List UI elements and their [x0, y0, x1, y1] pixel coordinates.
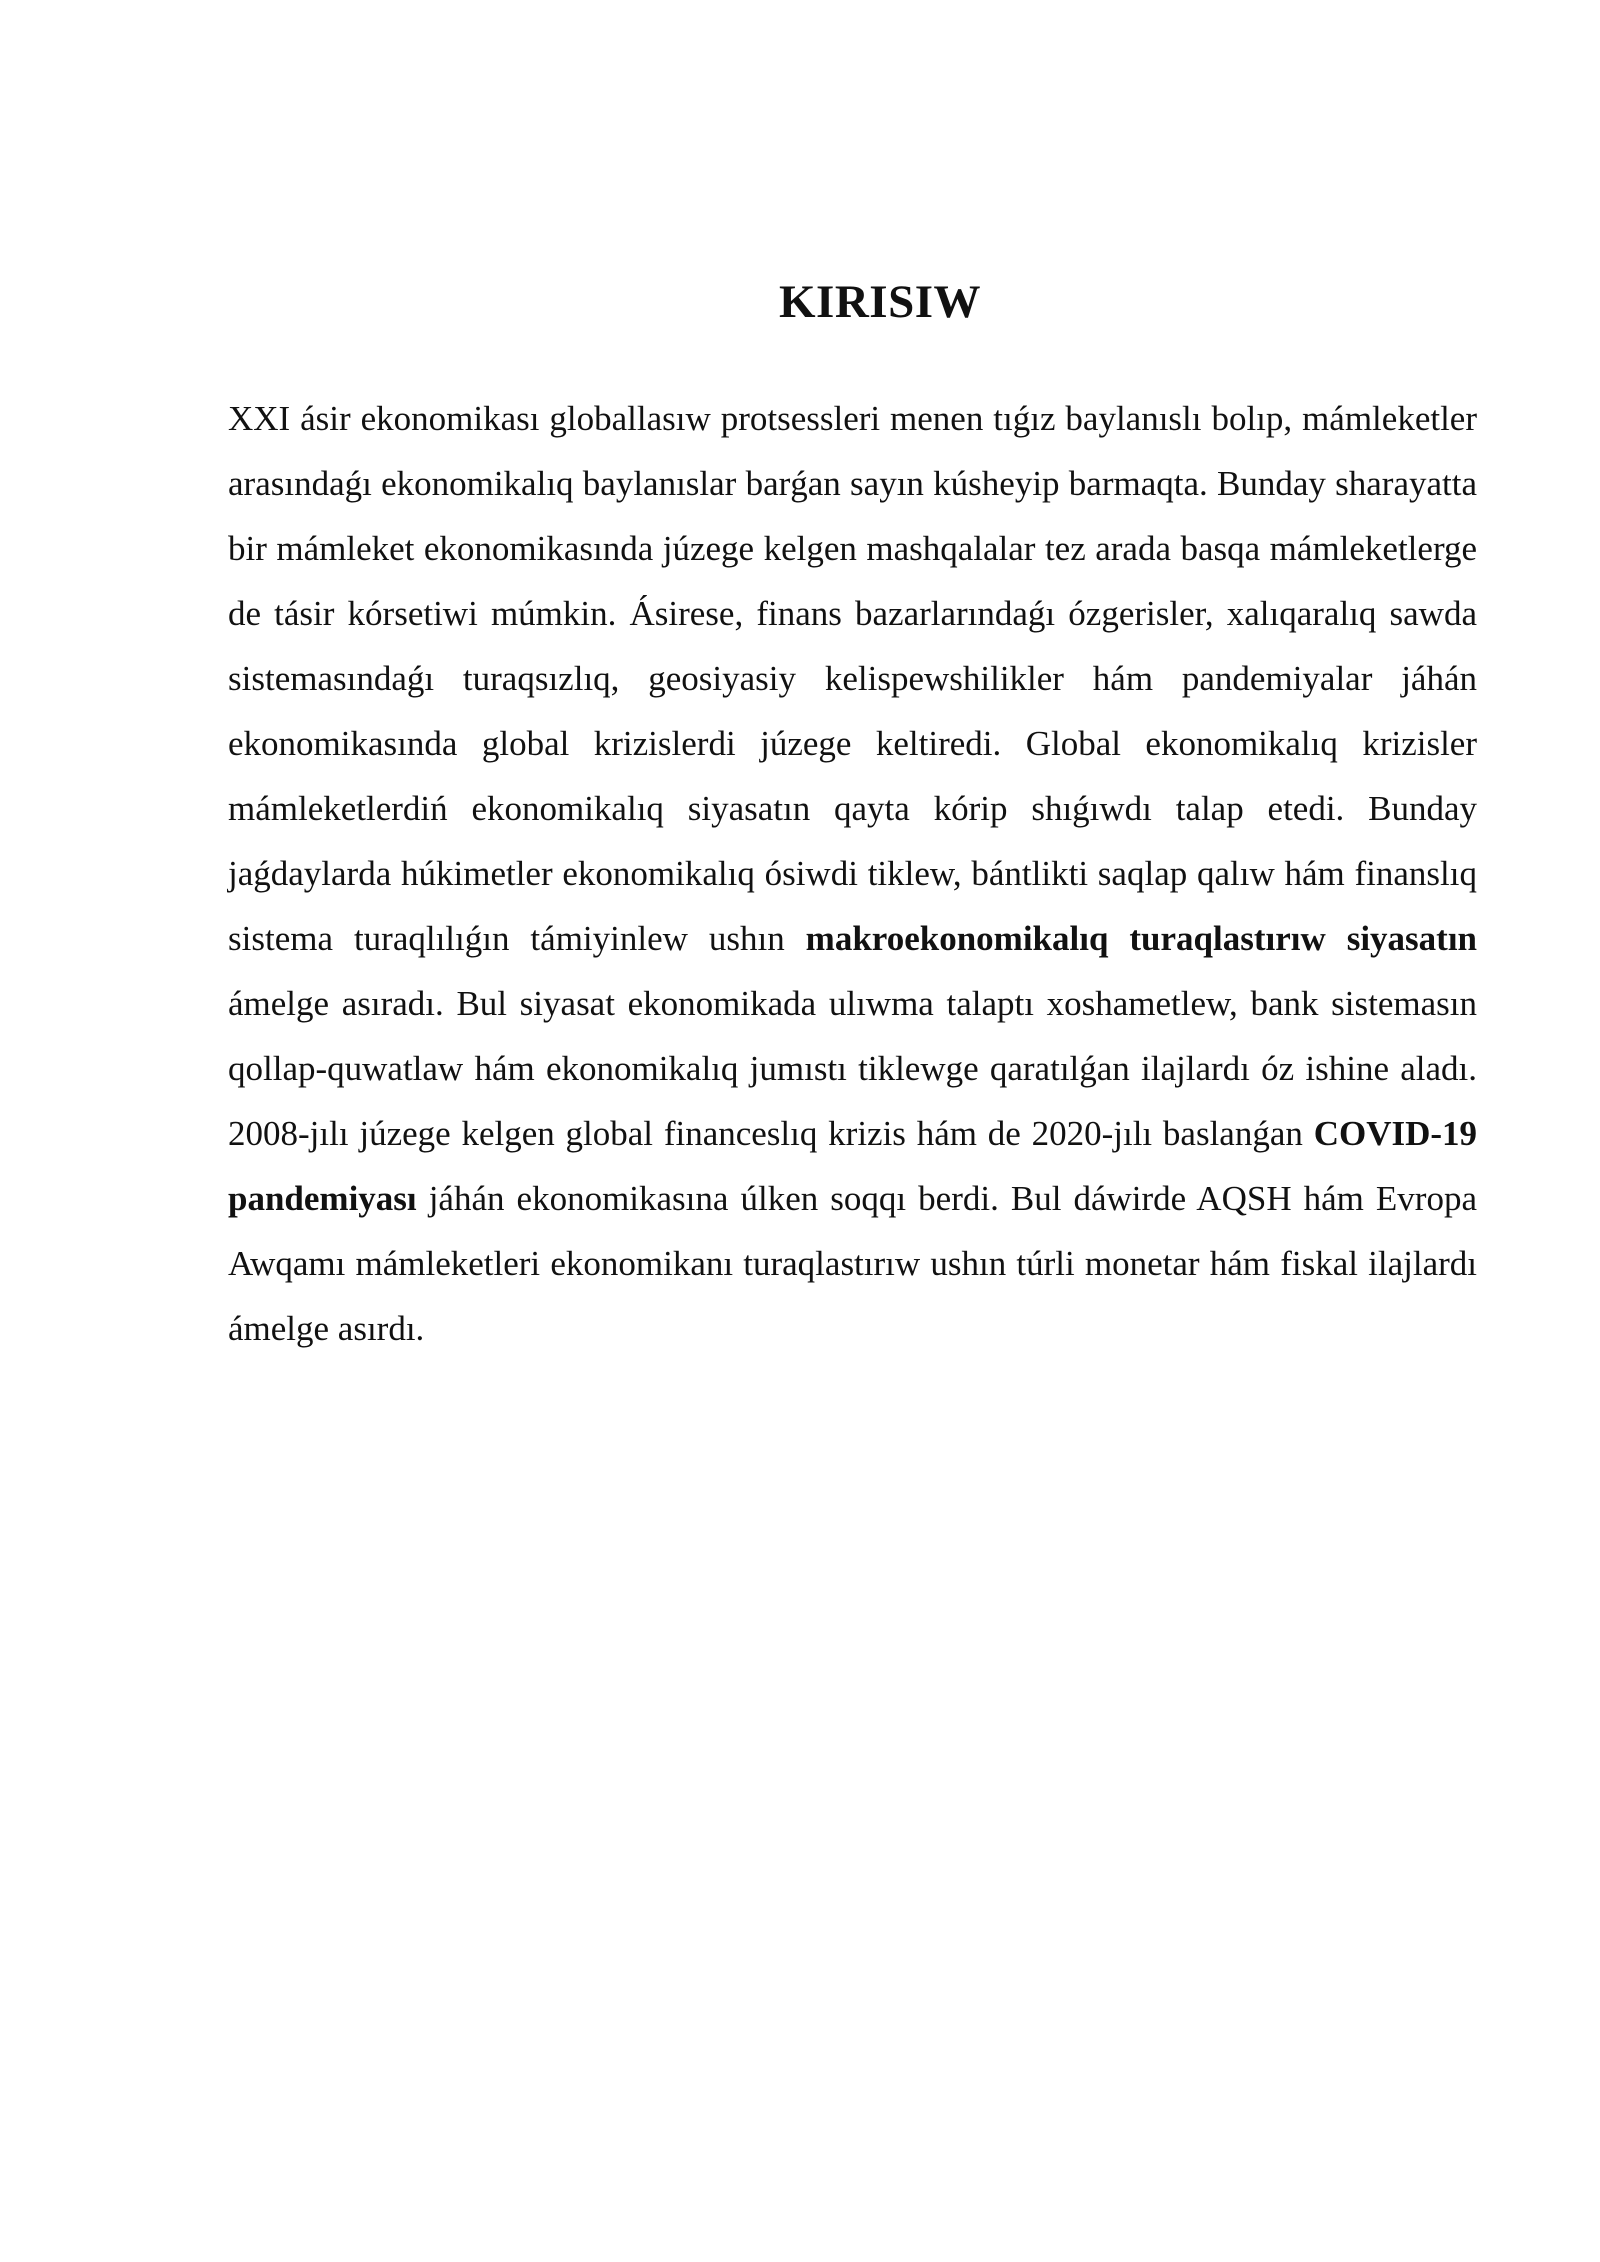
bold-term-covid-pandemic: COVID-19 pandemiyası [228, 1114, 1478, 1218]
paragraph-text-part-2: ámelge asıradı. Bul siyasat ekonomikada ulıwma talaptı xoshametlew, bank sistemasın qollap-quwatlaw hám ekonomikalıq jumıstı tiklewge qaratılǵan ilajlardı óz ishine aladı. 2008-jılı júzege kelgen global financeslıq krizis hám de 2020-jılı baslanǵan [228, 984, 1477, 1153]
page-title: KIRISIW [778, 276, 981, 328]
paragraph-text-part-1: XXI ásir ekonomikası globallasıw protsessleri menen tıǵız baylanıslı bolıp, mámleketler arasındaǵı ekonomikalıq baylanıslar barǵan sayın kúsheyip barmaqta. Bunday sharayatta bir mámleket ekonomikasında júzege kelgen mashqalalar tez arada basqa mámleketlerge de tásir kórsetiwi múmkin. Ásirese, finans bazarlarındaǵı ózgerisler, xalıqaralıq sawda sistemasındaǵı turaqsızlıq, geosiyasiy kelispewshilikler hám pandemiyalar jáhán ekonomikasında global krizislerdi júzege keltiredi. Global ekonomikalıq krizisler mámleketlerdiń ekonomikalıq siyasatın qayta kórip shıǵıwdı talap etedi. Bunday jaǵdaylarda húkimetler ekonomikalıq ósiwdi tiklew, bántlikti saqlap qalıw hám finanslıq sistema turaqlılıǵın támiyinlew ushın [228, 399, 1477, 958]
paragraph-text-part-3: jáhán ekonomikasına úlken soqqı berdi. Bul dáwirde AQSH hám Evropa Awqamı mámleketleri ekonomikanı turaqlastırıw ushın túrli monetar hám fiskal ilajlardı ámelge asırdı. [228, 1179, 1477, 1348]
bold-term-stabilization-policy: makroekonomikalıq turaqlastırıw siyasatın [805, 919, 1478, 958]
body-paragraph [228, 386, 1477, 1361]
